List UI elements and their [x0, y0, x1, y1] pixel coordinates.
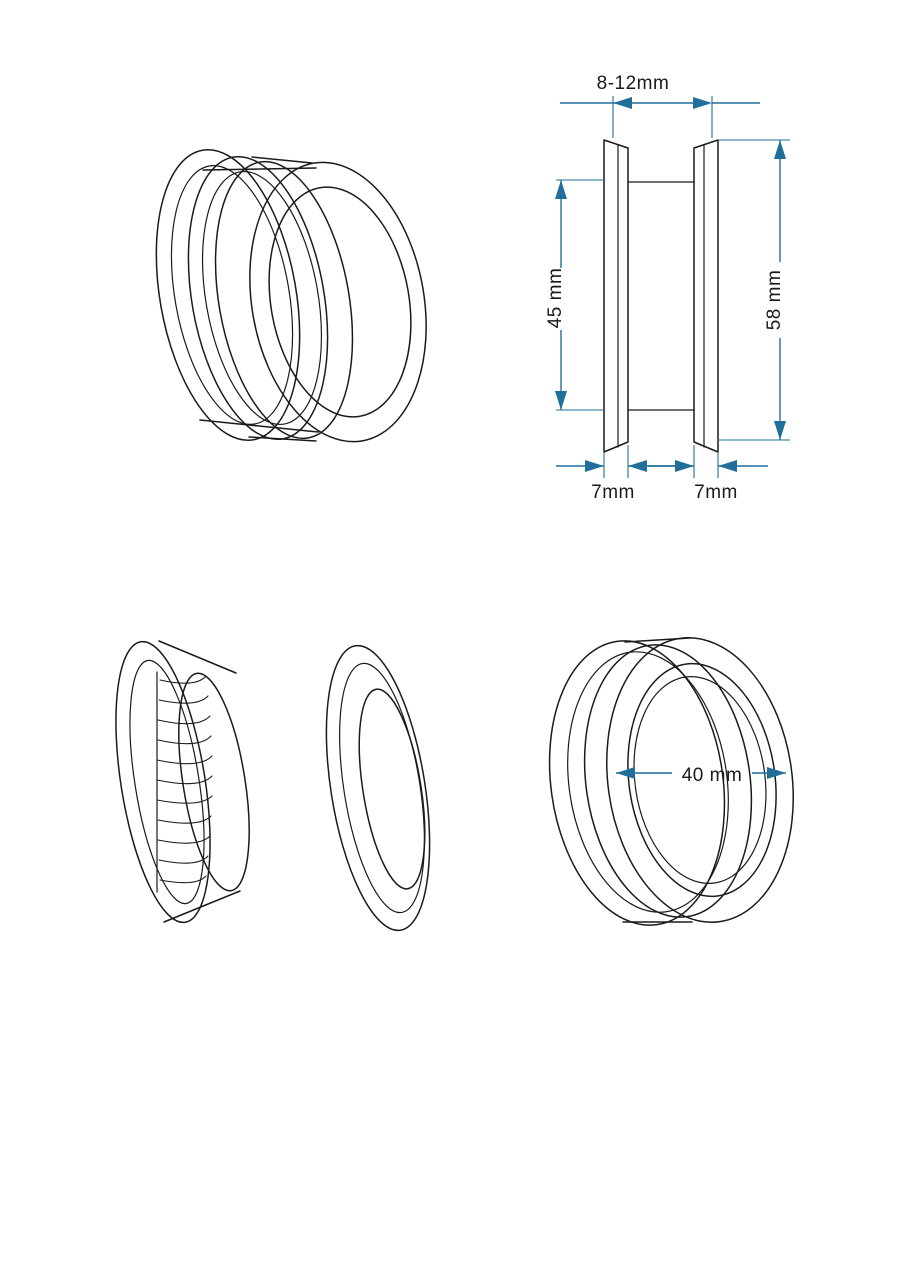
dimension-label-outer-height: 58 mm	[764, 269, 785, 331]
screw-cap-ring-view	[309, 638, 447, 937]
front-bore-view	[532, 626, 811, 937]
assembled-isometric-view	[136, 138, 448, 455]
dimension-bore-diameter	[616, 765, 786, 786]
dimension-inner-height	[545, 180, 604, 410]
dimension-outer-height	[718, 140, 790, 440]
dimension-label-bore-diameter: 40 mm	[681, 765, 743, 786]
dimension-right-flange-thickness	[648, 445, 768, 503]
threaded-body-view	[99, 635, 262, 929]
dimension-left-flange-thickness	[556, 445, 676, 503]
dimension-label-right-flange: 7mm	[694, 482, 738, 503]
cross-section-view	[604, 140, 718, 452]
dimension-gap-width	[560, 73, 760, 138]
dimension-label-left-flange: 7mm	[591, 482, 635, 503]
dimension-label-gap-width: 8-12mm	[596, 73, 670, 94]
dimension-label-inner-height: 45 mm	[545, 267, 566, 329]
